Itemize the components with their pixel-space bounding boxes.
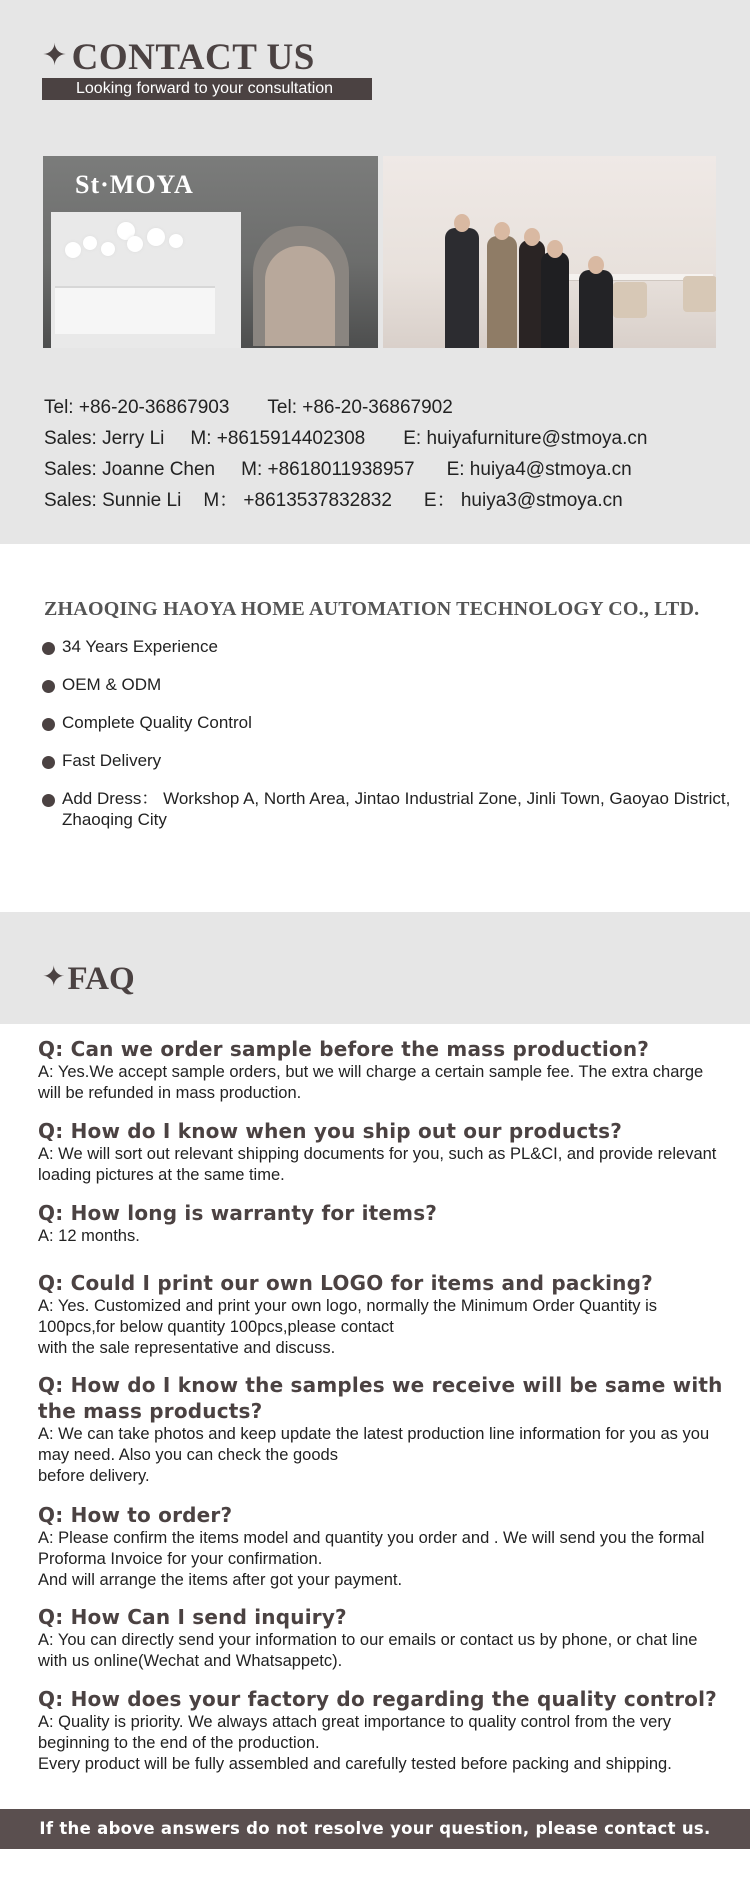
faq-answer: A: We can take photos and keep update the latest production line information for you as you may need. Also you can check the goods before delivery. [38,1425,710,1485]
photo-chair [683,276,716,312]
showroom-photo [43,156,378,348]
sales-name: Sales: Jerry Li [44,428,165,449]
person [579,270,613,348]
lamp-bubble [127,236,143,252]
person-head [547,240,563,258]
feature-list [42,636,732,847]
faq-question: Q: Could I print our own LOGO for items and packing? [38,1271,653,1295]
faq-item [38,1686,728,1775]
sales-row [44,454,724,485]
faq-question: Q: Can we order sample before the mass production? [38,1037,650,1061]
lamp-bubble [65,242,81,258]
person [541,252,569,348]
faq-answer: A: 12 months. [38,1227,140,1245]
feature-item: Complete Quality Control [42,712,732,733]
person [445,228,479,348]
contact-title-text: CONTACT US [71,37,315,78]
lamp-bubble [83,236,97,250]
contact-title [42,36,315,79]
faq-title-text: FAQ [67,961,135,997]
sales-mobile: M: +8618011938957 [241,459,415,480]
faq-answer: A: You can directly send your information to our emails or contact us by phone, or chat line with us online(Wechat and Whatsappetc). [38,1631,698,1670]
faq-item [38,1270,728,1359]
sales-name: Sales: Joanne Chen [44,459,216,480]
tel-row [44,392,724,423]
person-head [588,256,604,274]
faq-answer: A: We will sort out relevant shipping documents for you, such as PL&CI, and provide relevant loading pictures at the same time. [38,1145,717,1184]
feature-item: Add Dress： Workshop A, North Area, Jintao Industrial Zone, Jinli Town, Gaoyao District, Zhaoqing City [42,788,732,830]
company-name: ZHAOQING HAOYA HOME AUTOMATION TECHNOLOGY CO., LTD. [44,598,700,620]
reception-desk [55,286,215,334]
faq-answer: A: Please confirm the items model and quantity you order and . We will send you the formal Proforma Invoice for your confirmation. And will arrange the items after got your payment. [38,1529,705,1589]
contact-info [44,392,724,516]
contact-subtitle: Looking forward to your consultation [42,78,372,100]
lamp-bubble [169,234,183,248]
team-photo [383,156,716,348]
contact-section [0,0,750,544]
photo-chair [613,282,647,318]
sales-mobile: M: +8615914402308 [190,428,366,449]
faq-question: Q: How Can I send inquiry? [38,1605,347,1629]
person-head [454,214,470,232]
faq-question: Q: How long is warranty for items? [38,1201,438,1225]
faq-answer: A: Yes. Customized and print your own logo, normally the Minimum Order Quantity is 100pcs,for below quantity 100pcs,please contact with the sale representative and discuss. [38,1297,658,1357]
feature-item: 34 Years Experience [42,636,732,657]
feature-item: Fast Delivery [42,750,732,771]
feature-item: OEM & ODM [42,674,732,695]
faq-item [38,1200,728,1247]
person [487,236,517,348]
faq-question: Q: How do I know when you ship out our products? [38,1119,623,1143]
faq-question: Q: How to order? [38,1503,233,1527]
star-icon: ✦ [42,38,68,73]
faq-item [38,1372,728,1487]
tel-1: Tel: +86-20-36867903 [44,397,230,418]
faq-question: Q: How do I know the samples we receive will be same with the mass products? [38,1373,723,1423]
faq-item [38,1502,728,1591]
sales-name: Sales: Sunnie Li [44,490,182,511]
person-head [494,222,510,240]
lamp-bubble [147,228,165,246]
faq-question: Q: How does your factory do regarding the quality control? [38,1687,717,1711]
sales-email: E： huiya3@stmoya.cn [423,490,623,511]
sales-mobile: M： +8613537832832 [203,490,392,511]
faq-answer: A: Yes.We accept sample orders, but we will charge a certain sample fee. The extra charge will be refunded in mass production. [38,1063,704,1102]
lamp-bubble [101,242,115,256]
contact-us-banner: If the above answers do not resolve your question, please contact us. [0,1809,750,1849]
tel-2: Tel: +86-20-36867902 [267,397,453,418]
star-icon: ✦ [42,960,66,993]
sales-row [44,423,724,454]
sales-email: E: huiyafurniture@stmoya.cn [403,428,648,449]
faq-item [38,1036,728,1104]
person-head [524,228,540,246]
brand-logo: St·MOYA [75,170,194,199]
archway-inner [265,246,335,346]
sales-email: E: huiya4@stmoya.cn [446,459,632,480]
faq-item [38,1118,728,1186]
faq-answer: A: Quality is priority. We always attach great importance to quality control from the very beginning to the end of the production. Every product will be fully assembled and carefully tested before packing and shipping. [38,1713,672,1773]
faq-header [0,912,750,1024]
faq-item [38,1604,728,1672]
faq-title [42,960,135,998]
sales-row [44,485,724,516]
